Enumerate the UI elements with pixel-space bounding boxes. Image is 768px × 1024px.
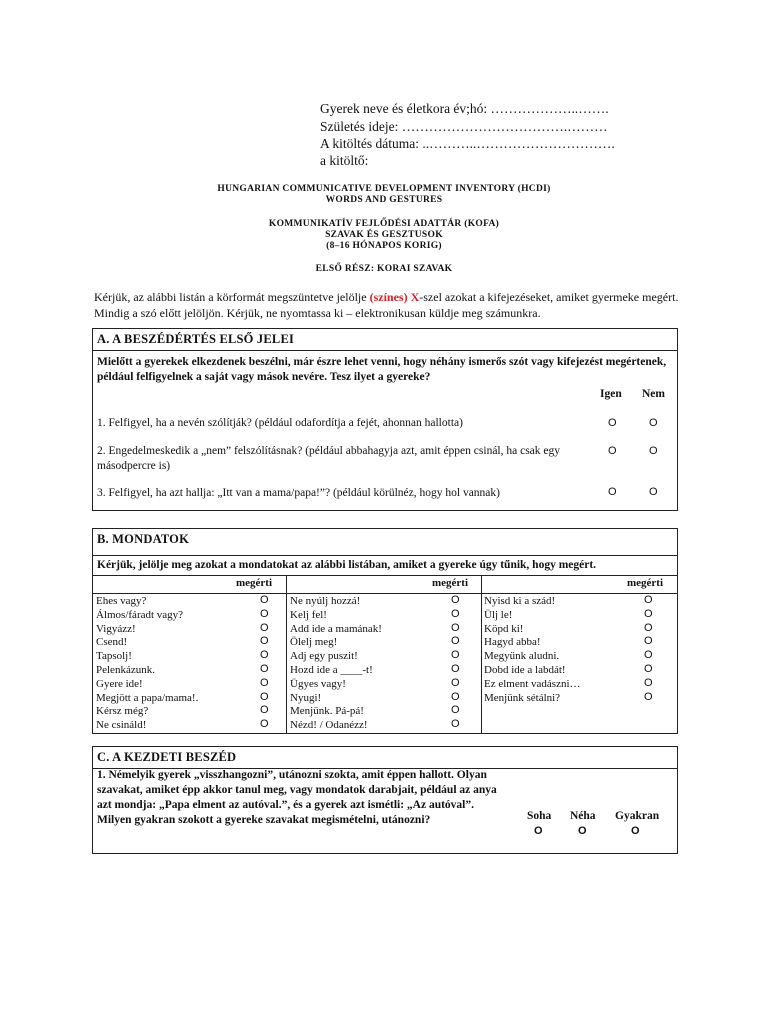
part-title: ELSŐ RÉSZ: KORAI SZAVAK [315,264,453,274]
sentence-item: Hagyd abba! [484,636,541,649]
sentence-item: Pelenkázunk. [96,664,155,676]
understands-radio[interactable]: O [260,635,269,648]
colored-x-note: (színes) X [369,290,420,304]
section-c [92,746,678,854]
understands-radio[interactable]: O [644,594,653,606]
sentence-item: Menjünk. Pá-pá! [290,705,364,718]
sentence-item: Nyisd ki a szád! [484,595,556,607]
never-radio[interactable]: O [534,825,543,837]
never-header: Soha [527,810,552,822]
understands-radio[interactable]: O [260,594,269,606]
sometimes-header: Néha [570,810,596,822]
sentence-item: Ülj le! [484,608,513,621]
sentence-item: Köpd ki! [484,622,524,635]
col3-header: megérti [627,577,664,589]
understands-radio[interactable]: O [644,607,653,620]
sentence-item: Megyünk aludni. [484,650,560,663]
yes-header: Igen [600,388,622,400]
sentence-item: Hozd ide a ____-t! [290,664,373,676]
understands-radio[interactable]: O [644,663,653,675]
understands-radio[interactable]: O [260,704,269,717]
title-english: HUNGARIAN COMMUNICATIVE DEVELOPMENT INVENTORY (HCDI) [217,184,551,194]
understands-radio[interactable]: O [451,607,460,620]
section-b-instruction: Kérjük, jelölje meg azokat a mondatokat az alábbi listában, amiket a gyereke úgy tűnik, hogy megért. [93,556,677,576]
sentence-item: Álmos/fáradt vagy? [96,608,184,621]
understands-radio[interactable]: O [644,649,653,662]
understands-radio[interactable]: O [451,676,460,689]
understands-radio[interactable]: O [451,594,460,606]
sentence-item: Dobd ide a labdát! [484,664,566,676]
instructions: Kérjük, az alábbi listán a körformát megszüntetve jelölje (színes) X-szel azokat a kifejezéseket, amiket gyermeke megért. Mindig a szó előtt jelöljön. Kérjük, ne nyomtassa ki – elektronikusan küldje meg számunkra. [94,290,679,320]
understands-radio[interactable]: O [260,676,269,689]
birth-date-field: Születés ideje: ……………………………….……… [320,119,608,134]
understands-radio[interactable]: O [260,718,269,731]
filler-field: a kitöltő: [320,153,369,168]
understands-radio[interactable]: O [260,663,269,675]
question-item: 2. Engedelmeskedik a „nem” felszólításnak? (például abbahagyja azt, amit éppen csinál, ha csak egy másodpercre is) [97,445,561,472]
sentence-item: Kérsz még? [96,705,149,718]
understands-radio[interactable]: O [451,718,460,731]
sentence-item: Ne csináld! [96,719,147,732]
no-radio[interactable]: O [649,417,658,429]
sentence-item: Nyugi! [290,691,322,704]
section-c-title: C. A KEZDETI BESZÉD [93,747,677,769]
understands-radio[interactable]: O [644,690,653,703]
yes-radio[interactable]: O [608,445,617,457]
age-range: (8–16 HÓNAPOS KORIG) [326,241,442,251]
sentence-item: Menjünk sétálni? [484,691,561,704]
no-radio[interactable]: O [649,486,658,498]
question-item: 3. Felfigyel, ha azt hallja: „Itt van a mama/papa!”? (például körülnéz, hogy hol vannak) [97,487,500,499]
yes-radio[interactable]: O [608,486,617,498]
often-header: Gyakran [615,810,660,822]
understands-radio[interactable]: O [451,621,460,634]
understands-radio[interactable]: O [451,663,460,675]
often-radio[interactable]: O [631,825,640,837]
understands-radio[interactable]: O [260,607,269,620]
sentence-item: Adj egy puszit! [290,650,358,663]
no-header: Nem [642,388,665,400]
sentence-item: Ölelj meg! [290,636,338,649]
understands-radio[interactable]: O [260,621,269,634]
sentence-item: Nézd! / Odanézz! [290,719,368,732]
question-item: 1. Felfigyel, ha a nevén szólítják? (például odafordítja a fejét, ahonnan hallotta) [97,417,463,429]
understands-radio[interactable]: O [451,635,460,648]
subtitle-english: WORDS AND GESTURES [325,195,443,205]
section-b-title: B. MONDATOK [93,529,677,556]
sentence-item: Csend! [96,636,128,649]
no-radio[interactable]: O [649,445,658,457]
sentence-item: Add ide a mamának! [290,622,382,635]
section-a-title: A. A BESZÉDÉRTÉS ELSŐ JELEI [93,329,677,351]
sometimes-radio[interactable]: O [578,825,587,837]
sentence-item: Megjött a papa/mama!. [96,691,199,704]
sentence-item: Ügyes vagy! [290,677,346,690]
understands-radio[interactable]: O [260,690,269,703]
sentence-item: Gyere ide! [96,677,143,690]
understands-radio[interactable]: O [451,649,460,662]
sentence-item: Tapsolj! [96,650,132,663]
sentence-item: Ehes vagy? [96,595,147,607]
yes-radio[interactable]: O [608,417,617,429]
title-hungarian: KOMMUNIKATÍV FEJLŐDÉSI ADATTÁR (KOFA) [268,219,500,229]
understands-radio[interactable]: O [451,690,460,703]
sentence-item: Ne nyúlj hozzá! [290,595,361,607]
fill-date-field: A kitöltés dátuma: ..………..…………………………. [320,136,615,151]
subtitle-hungarian: SZAVAK ÉS GESZTUSOK [325,230,443,240]
col2-header: megérti [432,577,469,589]
section-b [92,528,678,734]
understands-radio[interactable]: O [644,676,653,689]
section-a [92,328,678,511]
understands-radio[interactable]: O [260,649,269,662]
section-c-question: 1. Némelyik gyerek „visszhangozni”, utánozni szokta, amit éppen hallott. Olyan szavakat, amiket épp akkor tanul meg, vagy mondatok darabjait, például az anya azt mondja: „Papa elment az autóval.”, és a gyerek azt ismétli: „Az autóval”. Milyen gyakran szokott a gyereke szavakat megismételni, utánozni? [97,769,497,826]
sentence-item: Ez elment vadászni… [484,677,581,690]
sentence-item: Vigyázz! [96,622,136,635]
section-a-question: Mielőtt a gyerekek elkezdenek beszélni, már észre lehet venni, hogy néhány ismerős szót vagy kifejezést megértenek, például felfigyelnek a saját vagy mások nevére. Tesz ilyet a gyereke? [97,356,667,383]
understands-radio[interactable]: O [644,621,653,634]
col1-header: megérti [236,577,273,589]
child-name-age-field: Gyerek neve és életkora év;hó: ………………..……. [320,101,609,116]
understands-radio[interactable]: O [644,635,653,648]
understands-radio[interactable]: O [451,704,460,717]
sentence-item: Kelj fel! [290,608,327,621]
